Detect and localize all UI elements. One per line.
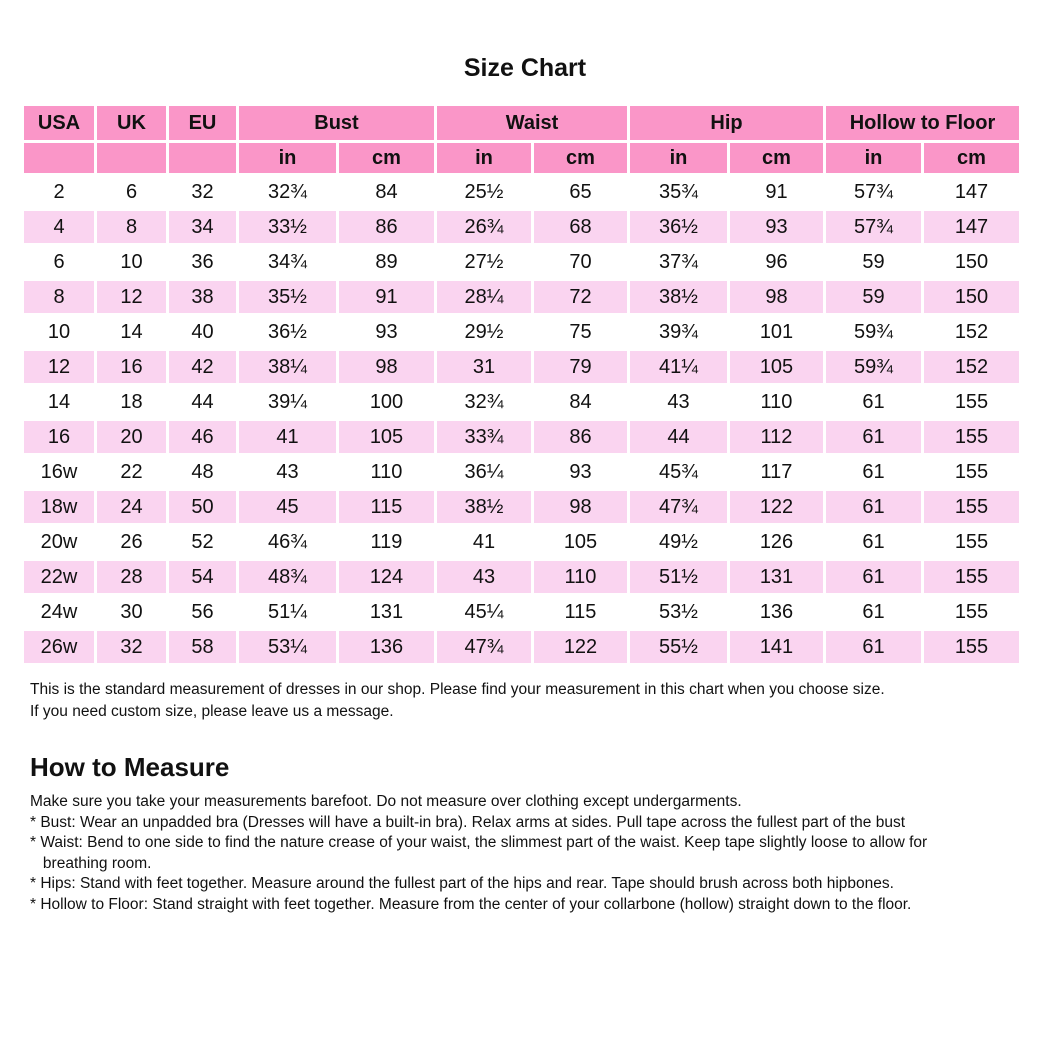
cell: 55½ [630,631,727,663]
cell: 45¼ [437,596,531,628]
cell: 147 [924,176,1019,208]
cell: 53¼ [239,631,336,663]
cell: 40 [169,316,236,348]
size-chart-table [21,103,1022,666]
cell: 105 [730,351,823,383]
cell: 36¼ [437,456,531,488]
cell: 28¼ [437,281,531,313]
page-title: Size Chart [463,54,587,82]
cell: 110 [730,386,823,418]
cell: 38¼ [239,351,336,383]
cell: 61 [826,596,921,628]
units-header-cm: cm [730,143,823,173]
cell: 98 [730,281,823,313]
cell: 155 [924,526,1019,558]
column-header-waist: Waist [437,106,627,140]
instruction-bust: * Bust: Wear an unpadded bra (Dresses will have a built-in bra). Relax arms at sides. Pull tape across the fullest part of the bust [30,813,906,831]
cell: 105 [534,526,627,558]
cell: 10 [97,246,166,278]
cell: 33½ [239,211,336,243]
units-header-cm: cm [924,143,1019,173]
cell: 33¾ [437,421,531,453]
size-row-4 [24,211,1019,243]
cell: 47¾ [437,631,531,663]
cell: 59 [826,281,921,313]
cell: 27½ [437,246,531,278]
cell: 59¾ [826,316,921,348]
cell: 14 [24,386,94,418]
cell: 65 [534,176,627,208]
cell: 6 [97,176,166,208]
units-header-empty [24,143,94,173]
cell: 93 [730,211,823,243]
cell: 155 [924,596,1019,628]
cell: 44 [630,421,727,453]
cell: 37¾ [630,246,727,278]
units-header-in: in [826,143,921,173]
cell: 155 [924,421,1019,453]
cell: 89 [339,246,434,278]
cell: 61 [826,491,921,523]
size-row-6 [24,246,1019,278]
table-header [24,106,1019,173]
cell: 124 [339,561,434,593]
size-row-22w [24,561,1019,593]
cell: 122 [730,491,823,523]
cell: 4 [24,211,94,243]
units-header-in: in [630,143,727,173]
instruction-hollow-to-floor: * Hollow to Floor: Stand straight with feet together. Measure from the center of your collarbone (hollow) straight down to the floor. [30,895,912,913]
cell: 136 [339,631,434,663]
cell: 36½ [630,211,727,243]
cell: 20w [24,526,94,558]
cell: 12 [97,281,166,313]
cell: 26 [97,526,166,558]
cell: 150 [924,246,1019,278]
cell: 12 [24,351,94,383]
cell: 48¾ [239,561,336,593]
cell: 24 [97,491,166,523]
cell: 18w [24,491,94,523]
standard-note-line-1: This is the standard measurement of dresses in our shop. Please find your measurement in this chart when you choose size. [30,681,885,698]
cell: 110 [339,456,434,488]
cell: 72 [534,281,627,313]
cell: 6 [24,246,94,278]
cell: 79 [534,351,627,383]
size-row-20w [24,526,1019,558]
cell: 131 [730,561,823,593]
cell: 141 [730,631,823,663]
cell: 51¼ [239,596,336,628]
cell: 91 [339,281,434,313]
cell: 112 [730,421,823,453]
cell: 8 [97,211,166,243]
cell: 16 [97,351,166,383]
cell: 75 [534,316,627,348]
cell: 59 [826,246,921,278]
cell: 38½ [630,281,727,313]
size-row-16 [24,421,1019,453]
cell: 152 [924,351,1019,383]
cell: 34 [169,211,236,243]
cell: 49½ [630,526,727,558]
cell: 105 [339,421,434,453]
units-header-cm: cm [534,143,627,173]
cell: 45 [239,491,336,523]
cell: 70 [534,246,627,278]
cell: 150 [924,281,1019,313]
cell: 32 [97,631,166,663]
cell: 22 [97,456,166,488]
cell: 41 [239,421,336,453]
cell: 61 [826,561,921,593]
cell: 84 [339,176,434,208]
cell: 44 [169,386,236,418]
cell: 36½ [239,316,336,348]
cell: 61 [826,526,921,558]
cell: 42 [169,351,236,383]
standard-note-line-2: If you need custom size, please leave us a message. [30,703,394,720]
cell: 93 [339,316,434,348]
cell: 31 [437,351,531,383]
cell: 2 [24,176,94,208]
cell: 155 [924,491,1019,523]
units-header-in: in [437,143,531,173]
cell: 68 [534,211,627,243]
cell: 38 [169,281,236,313]
units-header-empty [97,143,166,173]
cell: 52 [169,526,236,558]
cell: 57¾ [826,176,921,208]
cell: 86 [339,211,434,243]
cell: 136 [730,596,823,628]
standard-measurement-note [30,679,1050,723]
cell: 46 [169,421,236,453]
cell: 93 [534,456,627,488]
cell: 61 [826,421,921,453]
cell: 59¾ [826,351,921,383]
cell: 98 [339,351,434,383]
cell: 117 [730,456,823,488]
cell: 24w [24,596,94,628]
cell: 47¾ [630,491,727,523]
cell: 126 [730,526,823,558]
cell: 91 [730,176,823,208]
cell: 43 [239,456,336,488]
column-header-eu: EU [169,106,236,140]
units-header-in: in [239,143,336,173]
measuring-instructions [30,792,1050,915]
column-header-uk: UK [97,106,166,140]
cell: 43 [630,386,727,418]
cell: 10 [24,316,94,348]
size-row-12 [24,351,1019,383]
cell: 115 [534,596,627,628]
cell: 96 [730,246,823,278]
size-row-26w [24,631,1019,663]
cell: 35½ [239,281,336,313]
cell: 39¼ [239,386,336,418]
cell: 25½ [437,176,531,208]
cell: 101 [730,316,823,348]
size-row-18w [24,491,1019,523]
cell: 86 [534,421,627,453]
cell: 26w [24,631,94,663]
cell: 41¼ [630,351,727,383]
cell: 18 [97,386,166,418]
cell: 61 [826,456,921,488]
instruction-general: Make sure you take your measurements barefoot. Do not measure over clothing except undergarments. [30,793,742,810]
size-chart-page [0,54,1050,915]
units-header-empty [169,143,236,173]
cell: 8 [24,281,94,313]
cell: 58 [169,631,236,663]
cell: 41 [437,526,531,558]
size-row-2 [24,176,1019,208]
how-to-measure-title: How to Measure [30,752,230,782]
cell: 84 [534,386,627,418]
cell: 46¾ [239,526,336,558]
cell: 45¾ [630,456,727,488]
cell: 61 [826,631,921,663]
size-row-16w [24,456,1019,488]
cell: 155 [924,456,1019,488]
cell: 14 [97,316,166,348]
cell: 53½ [630,596,727,628]
cell: 16w [24,456,94,488]
cell: 119 [339,526,434,558]
table-body [24,176,1019,663]
size-row-24w [24,596,1019,628]
cell: 115 [339,491,434,523]
column-header-hip: Hip [630,106,823,140]
cell: 38½ [437,491,531,523]
cell: 155 [924,561,1019,593]
cell: 26¾ [437,211,531,243]
cell: 30 [97,596,166,628]
instruction-waist-continued: breathing room. [30,854,152,872]
cell: 39¾ [630,316,727,348]
cell: 32¾ [437,386,531,418]
cell: 122 [534,631,627,663]
cell: 155 [924,631,1019,663]
cell: 100 [339,386,434,418]
cell: 16 [24,421,94,453]
cell: 51½ [630,561,727,593]
cell: 35¾ [630,176,727,208]
cell: 32 [169,176,236,208]
column-header-hollow-to-floor: Hollow to Floor [826,106,1019,140]
size-row-10 [24,316,1019,348]
cell: 29½ [437,316,531,348]
cell: 155 [924,386,1019,418]
cell: 57¾ [826,211,921,243]
column-header-usa: USA [24,106,94,140]
instruction-hips: * Hips: Stand with feet together. Measure around the fullest part of the hips and rear. Tape should brush across both hipbones. [30,875,894,892]
cell: 152 [924,316,1019,348]
column-header-bust: Bust [239,106,434,140]
cell: 147 [924,211,1019,243]
cell: 22w [24,561,94,593]
cell: 54 [169,561,236,593]
cell: 50 [169,491,236,523]
cell: 131 [339,596,434,628]
cell: 98 [534,491,627,523]
cell: 32¾ [239,176,336,208]
cell: 56 [169,596,236,628]
cell: 61 [826,386,921,418]
cell: 110 [534,561,627,593]
size-row-8 [24,281,1019,313]
cell: 36 [169,246,236,278]
cell: 20 [97,421,166,453]
cell: 48 [169,456,236,488]
instruction-waist: * Waist: Bend to one side to find the nature crease of your waist, the slimmest part of the waist. Keep tape slightly loose to allow for [30,834,928,851]
cell: 28 [97,561,166,593]
units-header-cm: cm [339,143,434,173]
size-row-14 [24,386,1019,418]
cell: 34¾ [239,246,336,278]
cell: 43 [437,561,531,593]
